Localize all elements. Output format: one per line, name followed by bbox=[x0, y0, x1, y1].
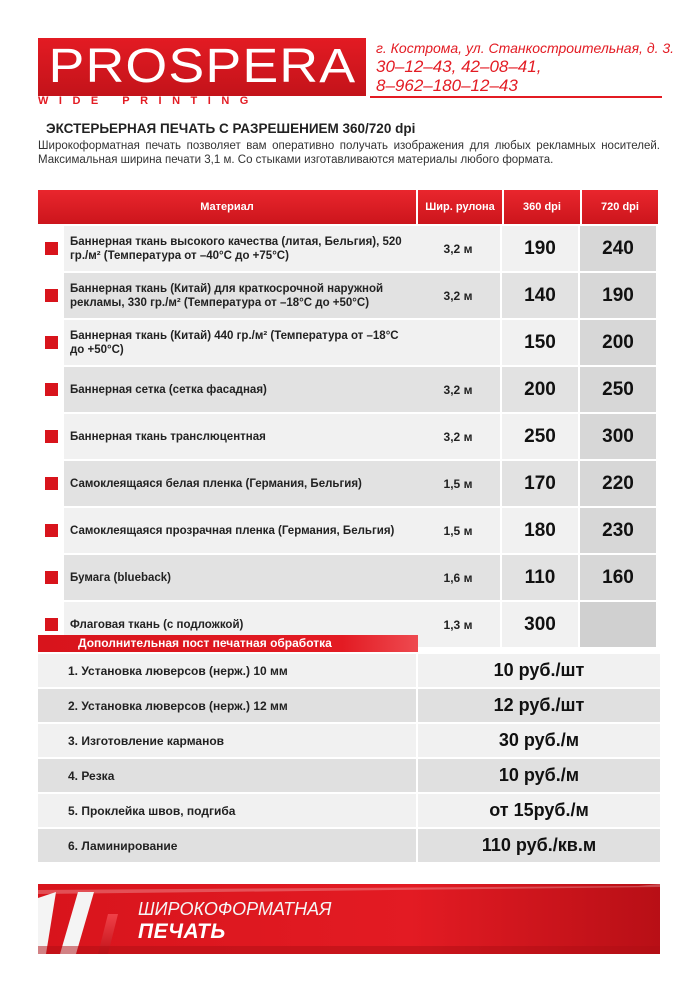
price-360dpi: 190 bbox=[502, 226, 578, 271]
material-name: Баннерная ткань (Китай) 440 гр./м² (Температура от –18°С до +50°С) bbox=[64, 320, 416, 365]
bullet-square-icon bbox=[45, 430, 58, 443]
services-table bbox=[38, 654, 660, 864]
roll-width: 3,2 м bbox=[416, 273, 500, 318]
header-360dpi: 360 dpi bbox=[504, 190, 580, 224]
row-bullet bbox=[38, 508, 64, 553]
bullet-square-icon bbox=[45, 571, 58, 584]
materials-table-body bbox=[38, 226, 660, 647]
table-row bbox=[38, 367, 660, 412]
service-name: 5. Проклейка швов, подгиба bbox=[38, 794, 416, 827]
service-row bbox=[38, 759, 660, 792]
table-row bbox=[38, 226, 660, 271]
price-720dpi: 200 bbox=[580, 320, 656, 365]
footer-line-2: ПЕЧАТЬ bbox=[138, 920, 226, 943]
price-360dpi: 110 bbox=[502, 555, 578, 600]
roll-width: 3,2 м bbox=[416, 226, 500, 271]
roll-width: 3,2 м bbox=[416, 367, 500, 412]
service-price: от 15руб./м bbox=[418, 794, 660, 827]
bullet-square-icon bbox=[45, 383, 58, 396]
row-bullet bbox=[38, 320, 64, 365]
bullet-square-icon bbox=[45, 618, 58, 631]
roll-width: 3,2 м bbox=[416, 414, 500, 459]
price-720dpi: 230 bbox=[580, 508, 656, 553]
material-name: Баннерная ткань (Китай) для краткосрочной наружной рекламы, 330 гр./м² (Температура от –18°С до +50°С) bbox=[64, 273, 416, 318]
service-name: 4. Резка bbox=[38, 759, 416, 792]
roll-width bbox=[416, 320, 500, 365]
service-price: 12 руб./шт bbox=[418, 689, 660, 722]
services-title: Дополнительная пост печатная обработка bbox=[38, 635, 418, 652]
service-name: 1. Установка люверсов (нерж.) 10 мм bbox=[38, 654, 416, 687]
service-price: 10 руб./м bbox=[418, 759, 660, 792]
price-360dpi: 150 bbox=[502, 320, 578, 365]
logo-tagline: WIDE PRINTING bbox=[38, 95, 259, 107]
row-bullet bbox=[38, 461, 64, 506]
price-720dpi: 160 bbox=[580, 555, 656, 600]
price-360dpi: 140 bbox=[502, 273, 578, 318]
service-price: 30 руб./м bbox=[418, 724, 660, 757]
row-bullet bbox=[38, 273, 64, 318]
material-name: Баннерная ткань высокого качества (литая, Бельгия), 520 гр./м² (Температура от –40°С до +75°С) bbox=[64, 226, 416, 271]
service-row bbox=[38, 794, 660, 827]
contact-block bbox=[376, 40, 676, 95]
material-name: Бумага (blueback) bbox=[64, 555, 416, 600]
service-price: 10 руб./шт bbox=[418, 654, 660, 687]
header-720dpi: 720 dpi bbox=[582, 190, 658, 224]
contact-phones-1: 30–12–43, 42–08–41, bbox=[376, 57, 542, 76]
price-360dpi: 200 bbox=[502, 367, 578, 412]
row-bullet bbox=[38, 555, 64, 600]
materials-table bbox=[38, 190, 660, 647]
material-name: Флаговая ткань (с подложкой) bbox=[64, 602, 416, 647]
logo bbox=[38, 38, 366, 96]
table-row bbox=[38, 555, 660, 600]
header-material: Материал bbox=[38, 190, 416, 224]
row-bullet bbox=[38, 414, 64, 459]
price-360dpi: 170 bbox=[502, 461, 578, 506]
service-name: 3. Изготовление карманов bbox=[38, 724, 416, 757]
table-row bbox=[38, 508, 660, 553]
material-name: Самоклеящаяся прозрачная пленка (Германия, Бельгия) bbox=[64, 508, 416, 553]
roll-width: 1,6 м bbox=[416, 555, 500, 600]
material-name: Баннерная сетка (сетка фасадная) bbox=[64, 367, 416, 412]
price-360dpi: 250 bbox=[502, 414, 578, 459]
service-price: 110 руб./кв.м bbox=[418, 829, 660, 862]
price-720dpi: 220 bbox=[580, 461, 656, 506]
price-360dpi: 300 bbox=[502, 602, 578, 647]
price-360dpi: 180 bbox=[502, 508, 578, 553]
price-720dpi: 250 bbox=[580, 367, 656, 412]
service-name: 2. Установка люверсов (нерж.) 12 мм bbox=[38, 689, 416, 722]
contact-phones-2: 8–962–180–12–43 bbox=[376, 76, 518, 95]
header-divider bbox=[370, 96, 662, 98]
header-roll-width: Шир. рулона bbox=[418, 190, 502, 224]
service-row bbox=[38, 724, 660, 757]
service-row bbox=[38, 829, 660, 862]
material-name: Самоклеящаяся белая пленка (Германия, Бельгия) bbox=[64, 461, 416, 506]
price-720dpi: 300 bbox=[580, 414, 656, 459]
bullet-square-icon bbox=[45, 289, 58, 302]
material-name: Баннерная ткань транслюцентная bbox=[64, 414, 416, 459]
service-row bbox=[38, 689, 660, 722]
price-720dpi: 190 bbox=[580, 273, 656, 318]
logo-wordmark: PROSPERA bbox=[48, 40, 356, 93]
table-row bbox=[38, 320, 660, 365]
materials-table-header bbox=[38, 190, 660, 224]
row-bullet bbox=[38, 226, 64, 271]
intro-text: Широкоформатная печать позволяет вам оперативно получать изображения для любых рекламных носителей. Максимальная ширина печати 3,1 м. Со стыками изготавливаются материалы любого формата. bbox=[38, 140, 660, 166]
bullet-square-icon bbox=[45, 336, 58, 349]
footer-caption bbox=[138, 898, 331, 944]
bullet-square-icon bbox=[45, 477, 58, 490]
roll-width: 1,5 м bbox=[416, 508, 500, 553]
footer-graphic bbox=[38, 884, 660, 954]
table-row bbox=[38, 461, 660, 506]
page-title: ЭКСТЕРЬЕРНАЯ ПЕЧАТЬ С РАЗРЕШЕНИЕМ 360/720 dpi bbox=[46, 121, 416, 136]
price-720dpi: 240 bbox=[580, 226, 656, 271]
service-name: 6. Ламинирование bbox=[38, 829, 416, 862]
row-bullet bbox=[38, 367, 64, 412]
price-720dpi bbox=[580, 602, 656, 647]
table-row bbox=[38, 273, 660, 318]
roll-width: 1,3 м bbox=[416, 602, 500, 647]
bullet-square-icon bbox=[45, 242, 58, 255]
table-row bbox=[38, 414, 660, 459]
service-row bbox=[38, 654, 660, 687]
footer-banner bbox=[38, 884, 660, 954]
bullet-square-icon bbox=[45, 524, 58, 537]
roll-width: 1,5 м bbox=[416, 461, 500, 506]
contact-address: г. Кострома, ул. Станкостроительная, д. 3. bbox=[376, 40, 675, 56]
footer-line-1: ШИРОКОФОРМАТНАЯ bbox=[138, 899, 332, 919]
